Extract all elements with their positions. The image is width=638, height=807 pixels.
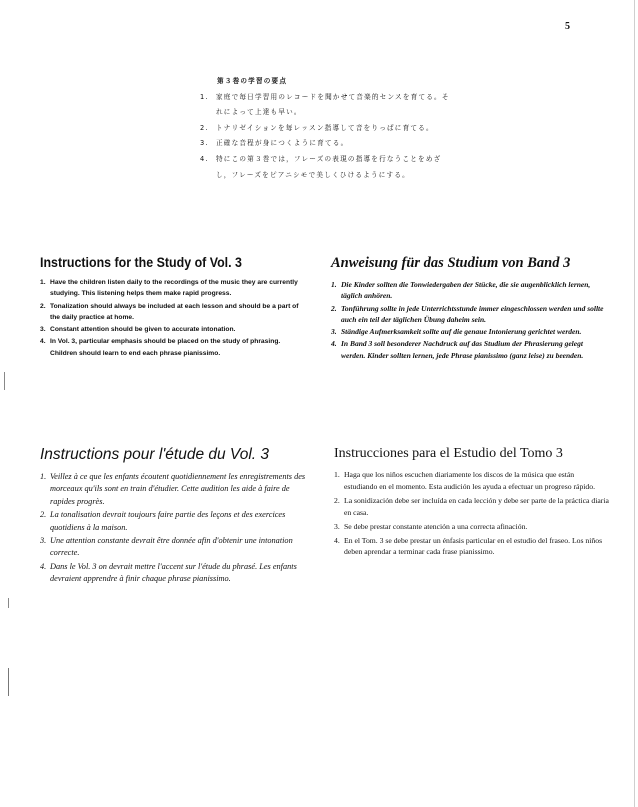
item-text: Une attention constante devrait être donnée afin d'obtenir une intonation correcte. — [50, 536, 293, 558]
item-number: 4. — [40, 338, 46, 346]
japanese-item — [200, 136, 450, 152]
english-item — [40, 301, 305, 324]
scan-edge-mark — [8, 598, 9, 608]
item-text: Tonalization should always be included at each lesson and should be a part of the daily practice at home. — [50, 302, 299, 321]
item-number: 4. — [334, 535, 340, 545]
item-text: Dans le Vol. 3 on devrait mettre l'accent sur l'étude du phrasé. Les enfants devraient apprendre à finir chaque phrase pianissimo. — [50, 561, 297, 584]
french-item — [40, 561, 310, 586]
german-item — [331, 303, 606, 326]
item-text: Constant attention should be given to accurate intonation. — [50, 326, 236, 334]
english-item — [40, 336, 305, 359]
japanese-item — [200, 152, 450, 183]
japanese-title: 第３巻の学習の要点 — [217, 77, 288, 85]
item-text: 家庭で毎日学習用のレコードを聞かせて音楽的センスを育てる。それによって上達も早い。 — [216, 92, 450, 117]
french-instructions — [40, 446, 310, 587]
item-number: 1. — [40, 279, 46, 286]
german-item — [331, 279, 606, 302]
item-number: 1. — [40, 472, 47, 481]
scan-edge-right — [634, 0, 635, 807]
item-text: Die Kinder sollten die Tonwiedergaben der Stücke, die sie augenblicklich lernen, täglich anhören. — [341, 280, 591, 301]
item-number: 3. — [40, 536, 47, 546]
item-number: 2. — [200, 123, 209, 132]
english-item — [40, 277, 305, 300]
item-number: 2. — [40, 302, 46, 310]
english-list — [40, 277, 305, 359]
item-number: 3. — [331, 327, 337, 337]
item-text: La tonalisation devrait toujours faire partie des leçons et des exercices quotidiens à la maison. — [50, 510, 286, 532]
item-text: In Vol. 3, particular emphasis should be placed on the study of phrasing. Children should learn to end each phrase pianissimo. — [50, 338, 281, 357]
english-item — [40, 324, 305, 335]
spanish-item — [334, 495, 609, 519]
item-text: In Band 3 soll besonderer Nachdruck auf das Studium der Phrasierung gelegt werden. Kinder sollten lernen, jede Phrase pianissimo (ganz leise) zu beenden. — [341, 339, 584, 360]
item-number: 3. — [334, 521, 340, 531]
japanese-item — [200, 90, 450, 121]
scan-edge-mark — [4, 372, 5, 390]
item-text: 特にこの第３巻では，フレーズの表現の指導を行なうことをめざし，フレーズをピアニシモで美しくひけるようにする。 — [216, 154, 442, 179]
item-number: 1. — [334, 470, 340, 479]
japanese-instructions — [200, 74, 450, 183]
item-number: 4. — [200, 154, 209, 163]
item-number: 3. — [200, 139, 209, 148]
item-text: Tonführung sollte in jede Unterrichtsstunde immer eingeschlossen werden und sollte auch ein teil der täglichen Übung daheim sein. — [341, 303, 604, 324]
item-text: En el Tom. 3 se debe prestar un énfasis particular en el estudio del fraseo. Los niños deben aprendar a terminar cada frase pianissimo. — [344, 535, 603, 557]
spanish-item — [334, 469, 609, 493]
french-item — [40, 509, 310, 534]
item-text: La sonidización debe ser incluída en cada lección y debe ser parte de la práctica diaria en casa. — [344, 495, 609, 517]
german-heading: Anweisung für das Studium von Band 3 — [331, 255, 571, 271]
german-item — [331, 338, 606, 361]
item-number: 4. — [40, 561, 47, 571]
japanese-item — [200, 121, 450, 137]
german-list — [331, 279, 606, 361]
page-number: 5 — [565, 21, 570, 32]
item-text: Have the children listen daily to the recordings of the music they are currently studying. This listening helps them make rapid progress. — [50, 279, 298, 298]
item-number: 2. — [334, 495, 340, 505]
scan-edge-mark — [8, 668, 9, 696]
item-text: Ständige Aufmerksamkeit sollte auf die genaue Intonierung gerichtet werden. — [341, 327, 582, 337]
item-number: 2. — [40, 510, 47, 520]
french-list — [40, 471, 310, 586]
item-number: 3. — [40, 326, 46, 334]
english-heading: Instructions for the Study of Vol. 3 — [40, 255, 242, 270]
french-item — [40, 535, 310, 560]
item-text: Veillez à ce que les enfants écoutent quotidiennement les enregistrements des morceaux qu'ils sont en train d'étudier. Cette audition les aide à faire de rapides progrès. — [50, 472, 306, 506]
spanish-item — [334, 521, 609, 533]
item-number: 1. — [331, 280, 337, 289]
german-item — [331, 326, 606, 337]
item-text: 正確な音程が身につくように育てる。 — [216, 139, 349, 148]
item-text: トナリゼイションを毎レッスン指導して音をりっぱに育てる。 — [216, 123, 434, 132]
french-heading: Instructions pour l'étude du Vol. 3 — [40, 446, 269, 463]
spanish-item — [334, 535, 609, 559]
english-instructions — [40, 255, 305, 360]
item-text: Haga que los niños escuchen diariamente los discos de la música que están estudiando en el momento. Esta audición les ayuda a efectuar un progreso rápido. — [344, 470, 596, 491]
spanish-list — [334, 469, 609, 558]
item-number: 1. — [200, 92, 209, 101]
spanish-instructions — [334, 446, 609, 560]
french-item — [40, 471, 310, 508]
german-instructions — [331, 255, 606, 362]
spanish-heading: Instrucciones para el Estudio del Tomo 3 — [334, 446, 563, 461]
item-number: 2. — [331, 303, 337, 313]
item-text: Se debe prestar constante atención a una correcta afinación. — [344, 521, 528, 531]
item-number: 4. — [331, 339, 337, 349]
